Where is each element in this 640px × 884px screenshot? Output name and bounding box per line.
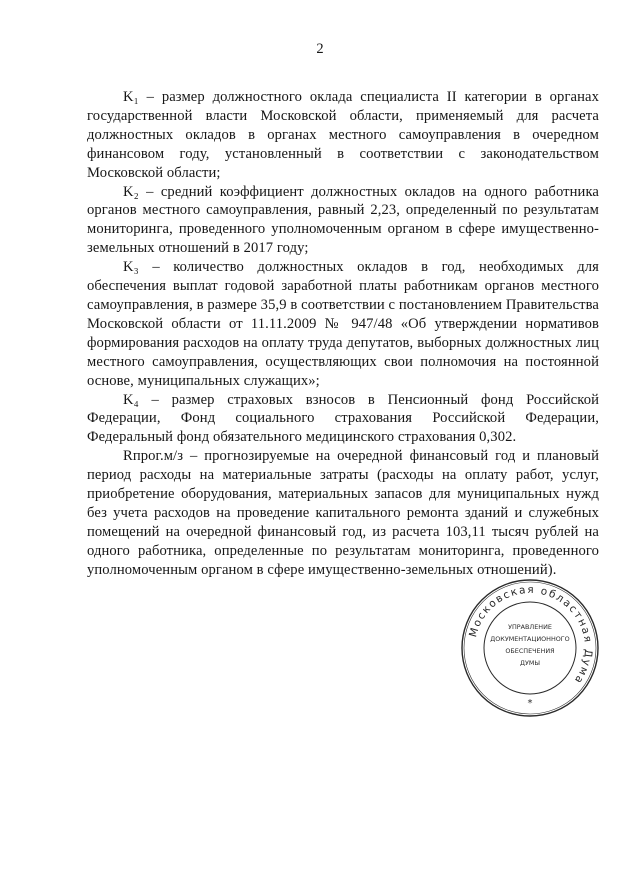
paragraph-k2: K₂ – средний коэффициент должностных окладов на одного работника органов местного самоуправления, равный 2,23, определенный по результатам мониторинга, проведенного уполномоченным органом в сфере имущественно-земельных отношений в 2017 году; [87, 183, 599, 257]
paragraph-k4: K₄ – размер страховых взносов в Пенсионный фонд Российской Федерации, Фонд социального страхования Российской Федерации, Федеральный фонд обязательного медицинского страхования 0,302. [87, 391, 599, 446]
stamp-center-line-2: ДОКУМЕНТАЦИОННОГО [490, 635, 570, 643]
paragraph-rprog: Rпрог.м/з – прогнозируемые на очередной финансовый год и плановый период расходы на материальные затраты (расходы на оплату работ, услуг, приобретение оборудования, материальных запасов для муниципальных нужд без учета расходов на проведение капитального ремонта зданий и служебных помещений на очередной финансовый год, из расчета 103,11 тысяч рублей на одного работника, определенные по результатам мониторинга, проведенного уполномоченным органом в сфере имущественно-земельных отношений). [87, 448, 599, 578]
stamp-star-icon: * [527, 698, 533, 709]
document-body [87, 88, 599, 580]
stamp-graphic [460, 578, 600, 718]
stamp-center-line-1: УПРАВЛЕНИЕ [508, 623, 552, 631]
stamp-center-line-3: ОБЕСПЕЧЕНИЯ [505, 647, 555, 655]
paragraph-k1: K₁ – размер должностного оклада специалиста II категории в органах государственной власти Московской области, применяемый для расчета должностных окладов в органах местного самоуправления в очередном финансовом году, установленный в соответствии с законодательством Московской области; [87, 89, 599, 181]
official-stamp [460, 578, 600, 718]
page-number: 2 [316, 41, 324, 57]
paragraph-k3: K₃ – количество должностных окладов в год, необходимых для обеспечения выплат годовой заработной платы работникам органов местного самоуправления, в размере 35,9 в соответствии с постановлением Правительства Московской области от 11.11.2009 № 947/48 «Об утверждении нормативов формирования расходов на оплату труда депутатов, выборных должностных лиц местного самоуправления, осуществляющих свои полномочия на постоянной основе, муниципальных служащих»; [87, 259, 600, 389]
stamp-ring-text: Московская областная Дума [467, 583, 595, 687]
stamp-center-line-4: ДУМЫ [519, 659, 541, 667]
